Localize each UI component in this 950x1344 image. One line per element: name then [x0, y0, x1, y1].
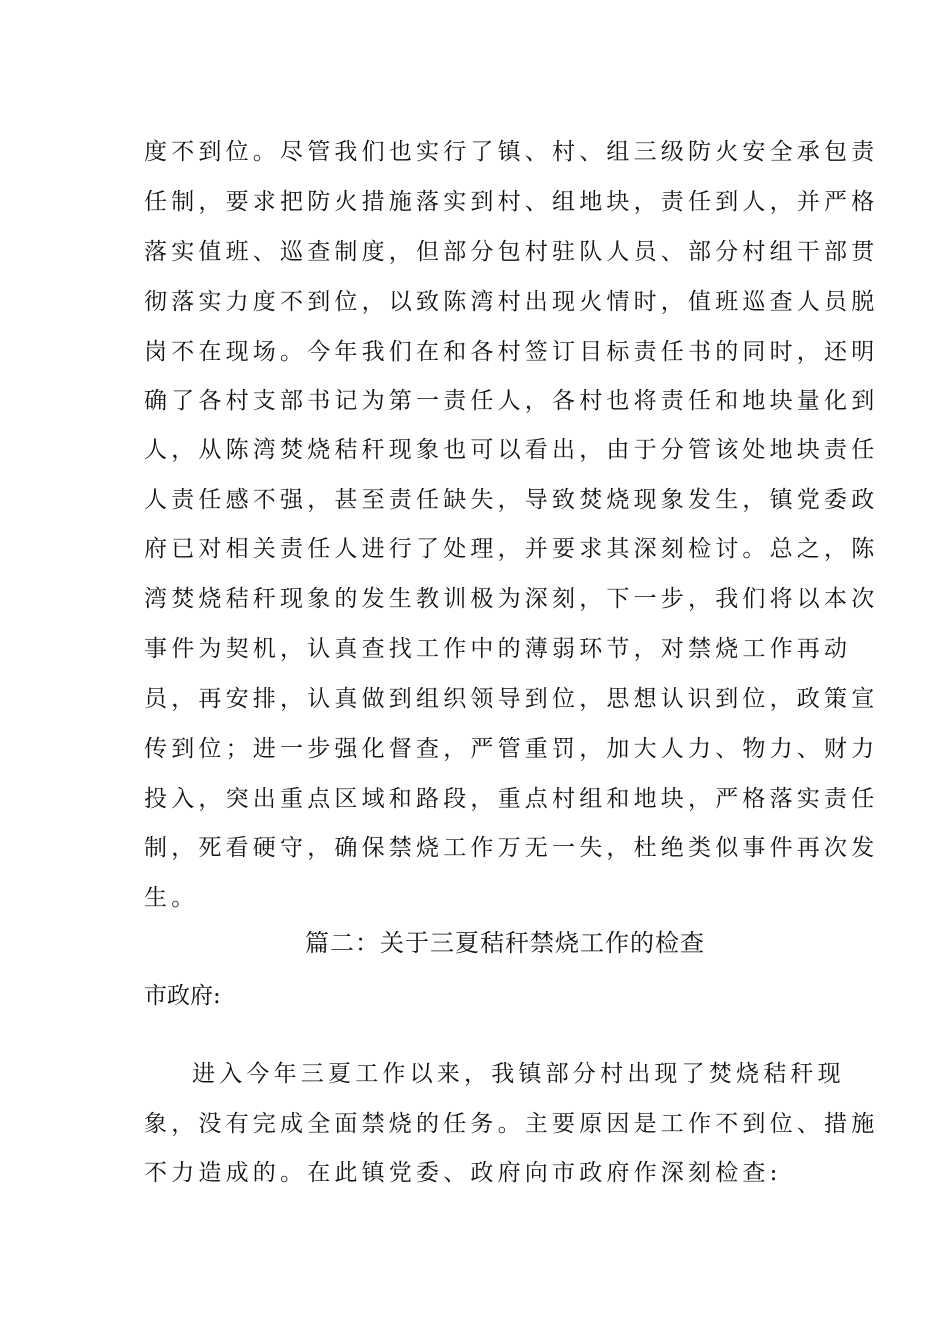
- body-line: 事件为契机，认真查找工作中的薄弱环节，对禁烧工作再动: [144, 636, 852, 662]
- body-line: 落实值班、巡查制度，但部分包村驻队人员、部分村组干部贯: [144, 239, 879, 265]
- body-line: 生。: [144, 885, 199, 911]
- body-line: 人责任感不强，甚至责任缺失，导致焚烧现象发生，镇党委政: [144, 487, 879, 513]
- body-line: 彻落实力度不到位，以致陈湾村出现火情时，值班巡查人员脱: [144, 289, 879, 315]
- body-line: 确了各村支部书记为第一责任人，各村也将责任和地块量化到: [144, 388, 879, 414]
- body-line: 人，从陈湾焚烧秸秆现象也可以看出，由于分管该处地块责任: [144, 437, 879, 463]
- salutation: 市政府:: [144, 983, 221, 1009]
- body-line: 度不到位。尽管我们也实行了镇、村、组三级防火安全承包责: [144, 139, 879, 165]
- body-line: 投入，突出重点区域和路段，重点村组和地块，严格落实责任: [144, 786, 879, 812]
- section-line: 进入今年三夏工作以来，我镇部分村出现了焚烧秸秆现: [192, 1061, 845, 1087]
- body-line: 湾焚烧秸秆现象的发生教训极为深刻，下一步，我们将以本次: [144, 586, 879, 612]
- body-line: 员，再安排，认真做到组织领导到位，思想认识到位，政策宣: [144, 686, 879, 712]
- section-line: 不力造成的。在此镇党委、政府向市政府作深刻检查:: [144, 1160, 782, 1186]
- section-line: 象，没有完成全面禁烧的任务。主要原因是工作不到位、措施: [144, 1111, 879, 1137]
- section-heading: 篇二：关于三夏秸秆禁烧工作的检查: [305, 929, 705, 957]
- body-line: 制，死看硬守，确保禁烧工作万无一失，杜绝类似事件再次发: [144, 835, 879, 861]
- body-line: 传到位；进一步强化督查，严管重罚，加大人力、物力、财力: [144, 736, 879, 762]
- body-line: 岗不在现场。今年我们在和各村签订目标责任书的同时，还明: [144, 339, 879, 365]
- body-line: 任制，要求把防火措施落实到村、组地块，责任到人，并严格: [144, 189, 879, 215]
- body-line: 府已对相关责任人进行了处理，并要求其深刻检讨。总之，陈: [144, 536, 879, 562]
